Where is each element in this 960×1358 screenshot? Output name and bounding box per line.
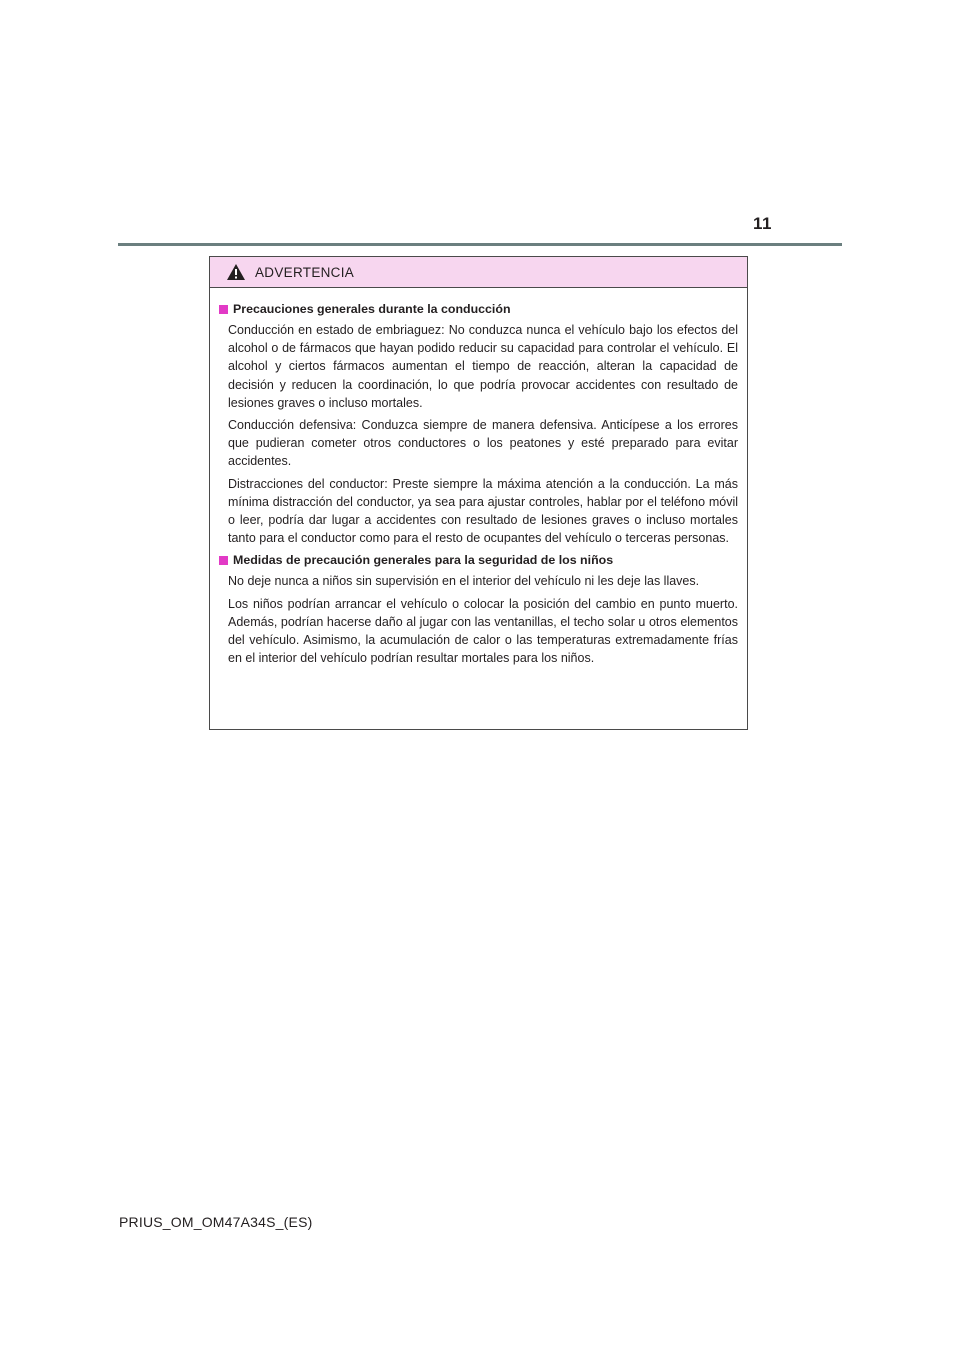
section-heading (219, 300, 738, 318)
warning-box (209, 256, 748, 730)
paragraph: Conducción en estado de embriaguez: No conduzca nunca el vehículo bajo los efectos del alcohol o de fármacos que hayan podido reducir su capacidad para controlar el vehículo. El alcohol y ciertos fármacos aumentan el tiempo de reacción, alteran la capacidad de decisión y reducen la coordinación, lo que podría provocar accidentes con resultado de lesiones graves o incluso mortales. (228, 323, 738, 410)
section-heading-text: Medidas de precaución generales para la seguridad de los niños (233, 553, 614, 568)
warning-title: ADVERTENCIA (255, 264, 355, 280)
section-heading-text: Precauciones generales durante la conducción (233, 302, 511, 316)
paragraph: Los niños podrían arrancar el vehículo o colocar la posición del cambio en punto muerto. Además, podrían hacerse daño al jugar con las ventanillas, el techo solar u otros elementos del vehículo. Asimismo, la acumulación de calor o las temperaturas extremadamente frías en el interior del vehículo podrían resultar mortales para los niños. (228, 596, 738, 666)
paragraph: Conducción defensiva: Conduzca siempre de manera defensiva. Anticípese a los errores que pudieran cometer otros conductores o los peatones y esté preparado para evitar accidentes. (228, 418, 738, 469)
footer-code: PRIUS_OM_OM47A34S_(ES) (119, 1214, 313, 1230)
paragraph: No deje nunca a niños sin supervisión en el interior del vehículo ni les deje las llaves. (228, 574, 700, 589)
warning-triangle-icon (226, 263, 246, 281)
header-rule (118, 243, 842, 246)
paragraph: Distracciones del conductor: Preste siempre la máxima atención a la conducción. La más mínima distracción del conductor, ya sea para ajustar controles, hablar por el teléfono móvil o leer, podría dar lugar a accidentes con resultado de lesiones graves o incluso mortales tanto para el conductor como para el resto de ocupantes del vehículo o terceras personas. (228, 476, 738, 546)
warning-body (210, 288, 747, 668)
section-heading (219, 551, 738, 569)
square-bullet-icon (219, 556, 228, 565)
square-bullet-icon (219, 305, 228, 314)
warning-header (210, 257, 747, 288)
page-number: 11 (753, 214, 772, 233)
